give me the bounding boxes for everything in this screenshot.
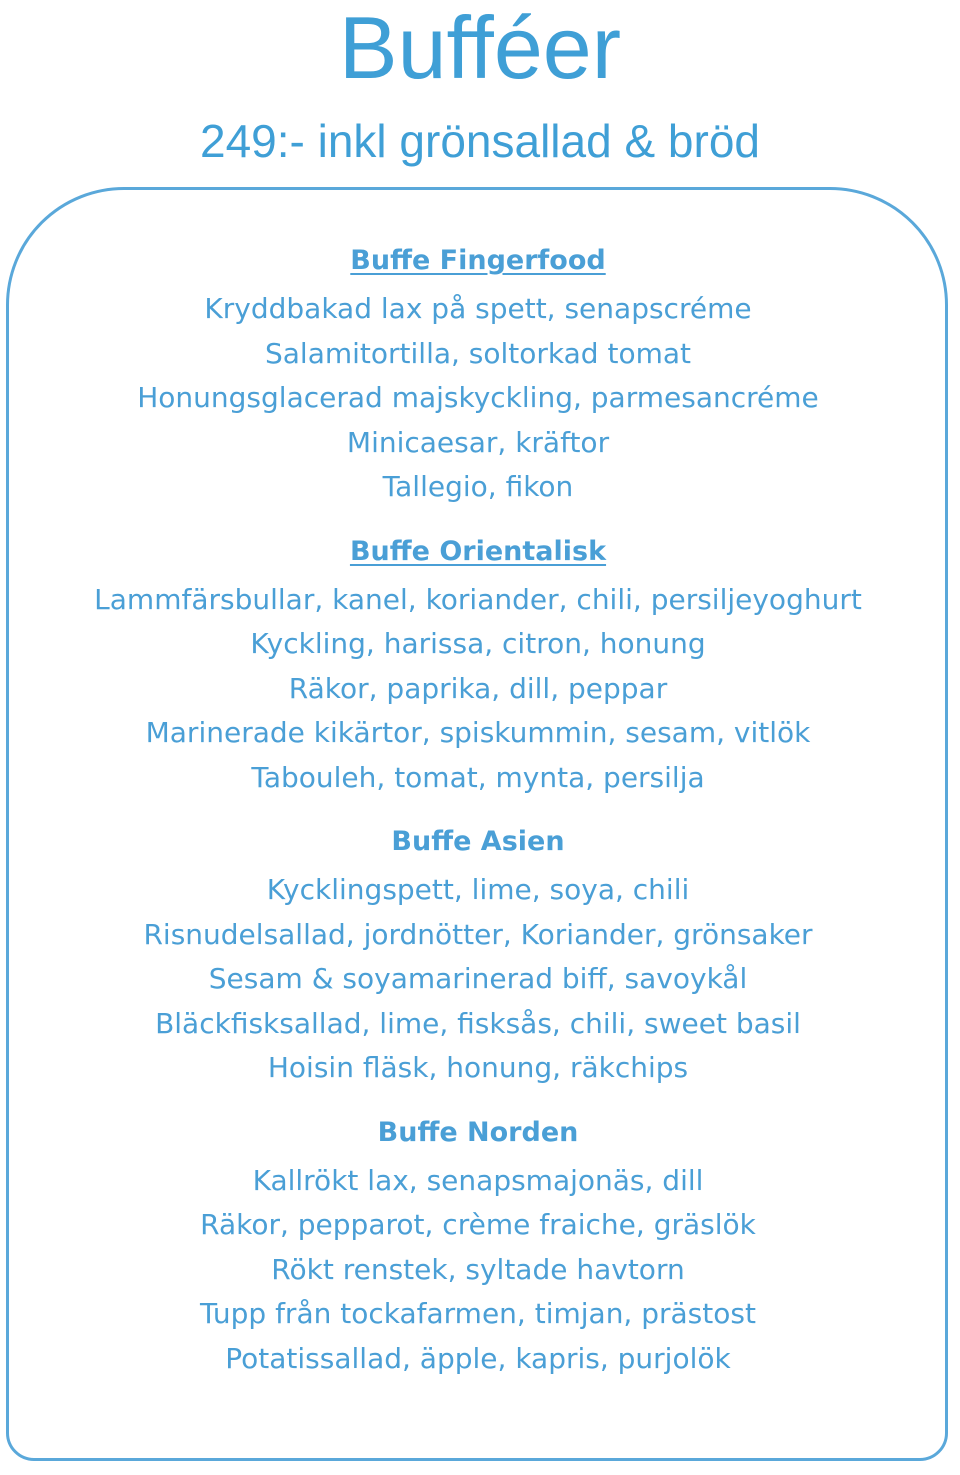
- menu-item: Risnudelsallad, jordnötter, Koriander, grönsaker: [143, 917, 813, 951]
- section-orientalisk: [0, 534, 956, 801]
- menu-item: Tabouleh, tomat, mynta, persilja: [251, 760, 705, 794]
- section-norden: [0, 1115, 956, 1382]
- menu-item: Potatissallad, äpple, kapris, purjolök: [225, 1341, 731, 1375]
- section-asien: [0, 824, 956, 1091]
- price-subtitle: 249:- inkl grönsallad & bröd: [200, 115, 760, 167]
- menu-item: Hoisin fläsk, honung, räkchips: [267, 1051, 689, 1084]
- menu-item: Salamitortilla, soltorkad tomat: [264, 336, 691, 370]
- section-heading: Buffe Orientalisk: [349, 535, 607, 567]
- menu-list: [0, 243, 956, 1405]
- section-heading: Buffe Norden: [377, 1116, 579, 1148]
- page-title: Bufféer: [338, 0, 622, 97]
- menu-item: Kallrökt lax, senapsmajonäs, dill: [252, 1163, 704, 1197]
- menu-item: Minicaesar, kräftor: [346, 425, 610, 459]
- menu-item: Tupp från tockafarmen, timjan, prästost: [200, 1297, 756, 1330]
- menu-item: Kyckling, harissa, citron, honung: [250, 627, 706, 660]
- menu-item: Kryddbakad lax på spett, senapscréme: [204, 292, 752, 325]
- section-heading: Buffe Asien: [391, 826, 565, 857]
- menu-item: Kycklingspett, lime, soya, chili: [266, 873, 690, 906]
- section-fingerfood: [0, 243, 956, 510]
- menu-item: Sesam & soyamarinerad biff, savoykål: [208, 962, 748, 995]
- menu-item: Marinerade kikärtor, spiskummin, sesam, vitlök: [145, 716, 811, 749]
- menu-item: Lammfärsbullar, kanel, koriander, chili, persiljeyoghurt: [94, 582, 862, 616]
- section-heading: Buffe Fingerfood: [350, 245, 606, 276]
- menu-item: Tallegio, fikon: [382, 470, 574, 503]
- menu-item: Räkor, pepparot, crème fraiche, gräslök: [200, 1208, 756, 1241]
- menu-item: Honungsglacerad majskyckling, parmesancréme: [137, 381, 819, 414]
- menu-item: Rökt renstek, syltade havtorn: [271, 1252, 685, 1286]
- menu-item: Bläckfisksallad, lime, fisksås, chili, sweet basil: [155, 1006, 801, 1040]
- menu-item: Räkor, paprika, dill, peppar: [288, 671, 668, 705]
